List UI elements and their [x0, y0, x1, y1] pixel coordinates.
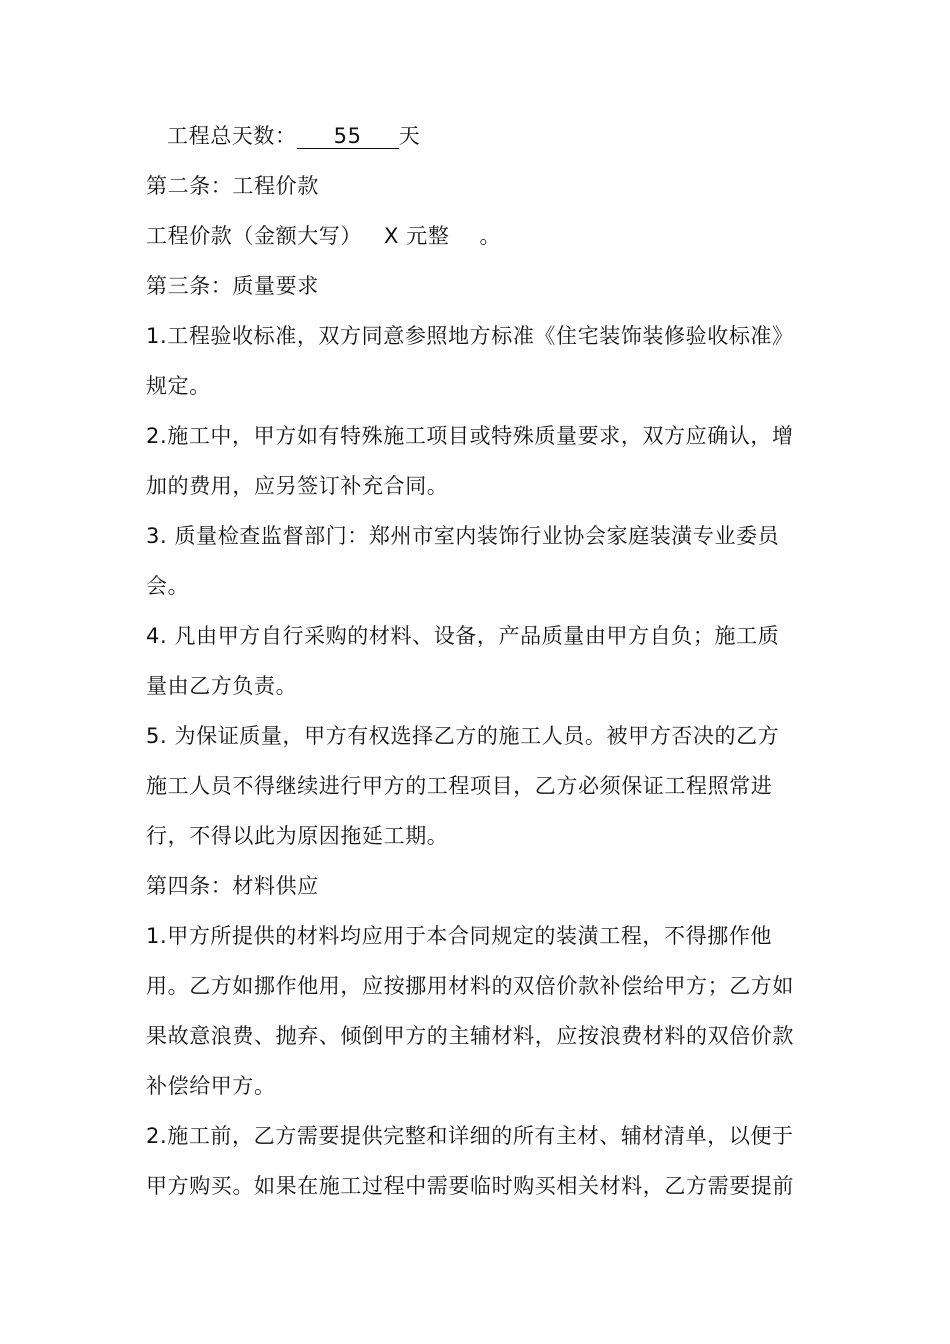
body-line: 4. 凡由甲方自行采购的材料、设备，产品质量由甲方自负；施工质	[146, 624, 780, 648]
body-line: 施工人员不得继续进行甲方的工程项目，乙方必须保证工程照常进	[146, 774, 773, 798]
body-line: 量由乙方负责。	[146, 674, 298, 698]
price-end: 。	[479, 224, 502, 248]
article-2-title: 第二条：工程价款	[146, 174, 319, 198]
body-line: 规定。	[146, 374, 211, 398]
total-days-label: 工程总天数：	[167, 124, 297, 148]
body-line: 用。乙方如挪作他用，应按挪用材料的双倍价款补偿给甲方；乙方如	[146, 974, 794, 998]
body-line: 会。	[146, 574, 190, 598]
body-line: 甲方购买。如果在施工过程中需要临时购买相关材料，乙方需要提前	[146, 1174, 794, 1198]
body-line: 3. 质量检查监督部门：郑州市室内装饰行业协会家庭装潢专业委员	[146, 524, 780, 548]
body-line: 果故意浪费、抛弃、倾倒甲方的主辅材料，应按浪费材料的双倍价款	[146, 1024, 794, 1048]
article-4-title: 第四条：材料供应	[146, 874, 319, 898]
total-days-line	[167, 121, 420, 151]
total-days-unit: 天	[398, 124, 421, 148]
body-line: 1.工程验收标准，双方同意参照地方标准《住宅装饰装修验收标准》	[146, 324, 794, 348]
body-line: 加的费用，应另签订补充合同。	[146, 474, 449, 498]
body-line: 2.施工前，乙方需要提供完整和详细的所有主材、辅材清单，以便于	[146, 1124, 794, 1148]
body-line: 1.甲方所提供的材料均应用于本合同规定的装潢工程，不得挪作他	[146, 924, 773, 948]
price-value: X 元整	[384, 224, 450, 248]
body-line: 5. 为保证质量，甲方有权选择乙方的施工人员。被甲方否决的乙方	[146, 724, 780, 748]
body-line: 行，不得以此为原因拖延工期。	[146, 824, 449, 848]
price-line	[146, 221, 501, 251]
article-3-title: 第三条：质量要求	[146, 274, 319, 298]
total-days-value: 55	[297, 124, 399, 149]
body-line: 补偿给甲方。	[146, 1074, 276, 1098]
body-line: 2.施工中，甲方如有特殊施工项目或特殊质量要求，双方应确认，增	[146, 424, 794, 448]
price-label: 工程价款（金额大写）	[146, 224, 362, 248]
